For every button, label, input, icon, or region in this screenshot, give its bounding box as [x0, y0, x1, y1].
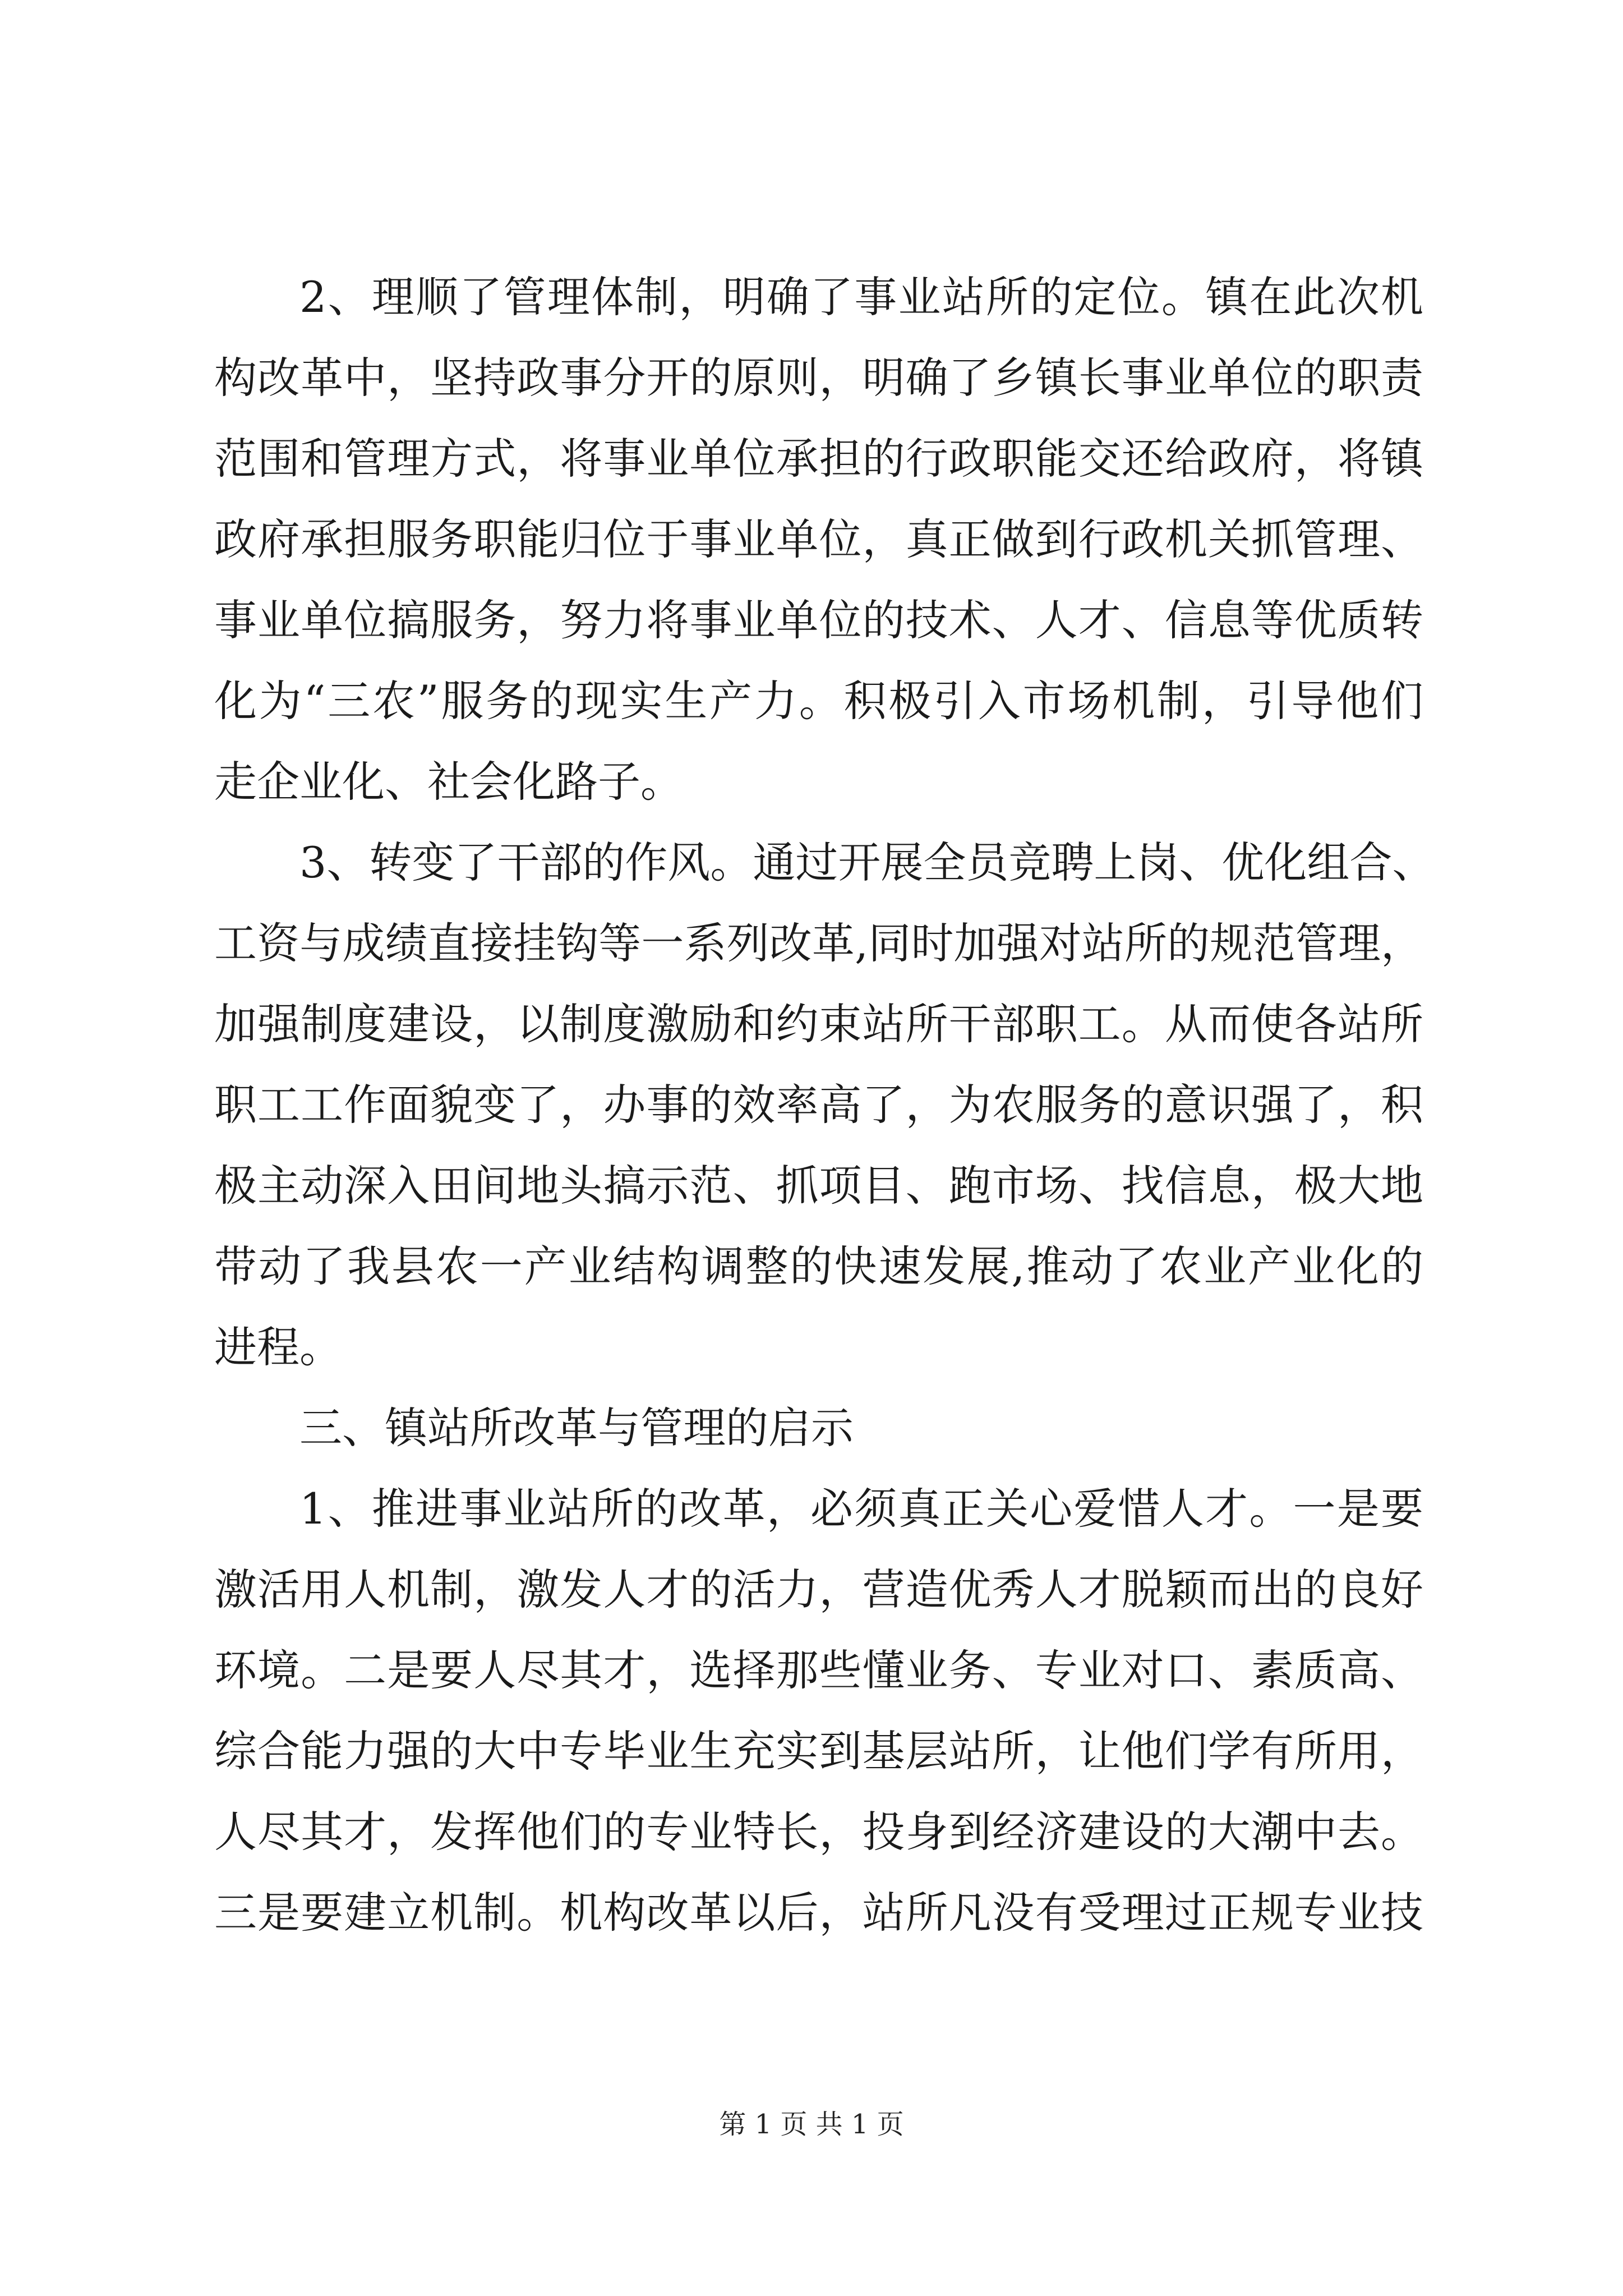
text-line: 3、转变了干部的作风。通过开展全员竞聘上岗、优化组合、 — [299, 838, 1435, 887]
text-line: 加强制度建设，以制度激励和约束站所干部职工。从而使各站所 — [214, 999, 1423, 1049]
text-line: 综合能力强的大中专毕业生充实到基层站所，让他们学有所用， — [214, 1726, 1423, 1776]
text-line: 事业单位搞服务，努力将事业单位的技术、人才、信息等优质转 — [214, 595, 1423, 645]
text-line: 带动了我县农一产业结构调整的快速发展,推动了农业产业化的 — [214, 1241, 1423, 1291]
text-line: 进程。 — [214, 1322, 342, 1372]
paragraph-talent — [214, 1469, 1423, 1953]
text-line: 政府承担服务职能归位于事业单位，真正做到行政机关抓管理、 — [214, 514, 1423, 564]
page-footer: 第 1 页 共 1 页 — [719, 2109, 904, 2140]
document-body — [214, 257, 1435, 1953]
text-line: 三是要建立机制。机构改革以后，站所凡没有受理过正规专业技 — [214, 1888, 1423, 1938]
section-heading: 三、镇站所改革与管理的启示 — [299, 1403, 854, 1453]
text-line: 人尽其才，发挥他们的专业特长，投身到经济建设的大潮中去。 — [214, 1807, 1423, 1857]
paragraph-management-system — [214, 257, 1423, 822]
text-line: 工资与成绩直接挂钩等一系列改革,同时加强对站所的规范管理， — [214, 918, 1423, 968]
text-line: 极主动深入田间地头搞示范、抓项目、跑市场、找信息，极大地 — [214, 1161, 1423, 1211]
text-line: 激活用人机制，激发人才的活力，营造优秀人才脱颖而出的良好 — [214, 1565, 1423, 1614]
text-line: 1、推进事业站所的改革，必须真正关心爱惜人才。一是要 — [299, 1484, 1423, 1534]
text-line: 化为“三农”服务的现实生产力。积极引入市场机制，引导他们 — [214, 676, 1423, 726]
text-line: 范围和管理方式，将事业单位承担的行政职能交还给政府，将镇 — [214, 434, 1423, 484]
text-line: 构改革中，坚持政事分开的原则，明确了乡镇长事业单位的职责 — [214, 353, 1423, 403]
text-line: 职工工作面貌变了，办事的效率高了，为农服务的意识强了，积 — [214, 1080, 1423, 1130]
text-line: 走企业化、社会化路子。 — [214, 757, 683, 807]
paragraph-cadre-style — [214, 822, 1435, 1388]
text-line: 环境。二是要人尽其才，选择那些懂业务、专业对口、素质高、 — [214, 1645, 1423, 1695]
text-line: 2、理顺了管理体制，明确了事业站所的定位。镇在此次机 — [299, 272, 1423, 322]
